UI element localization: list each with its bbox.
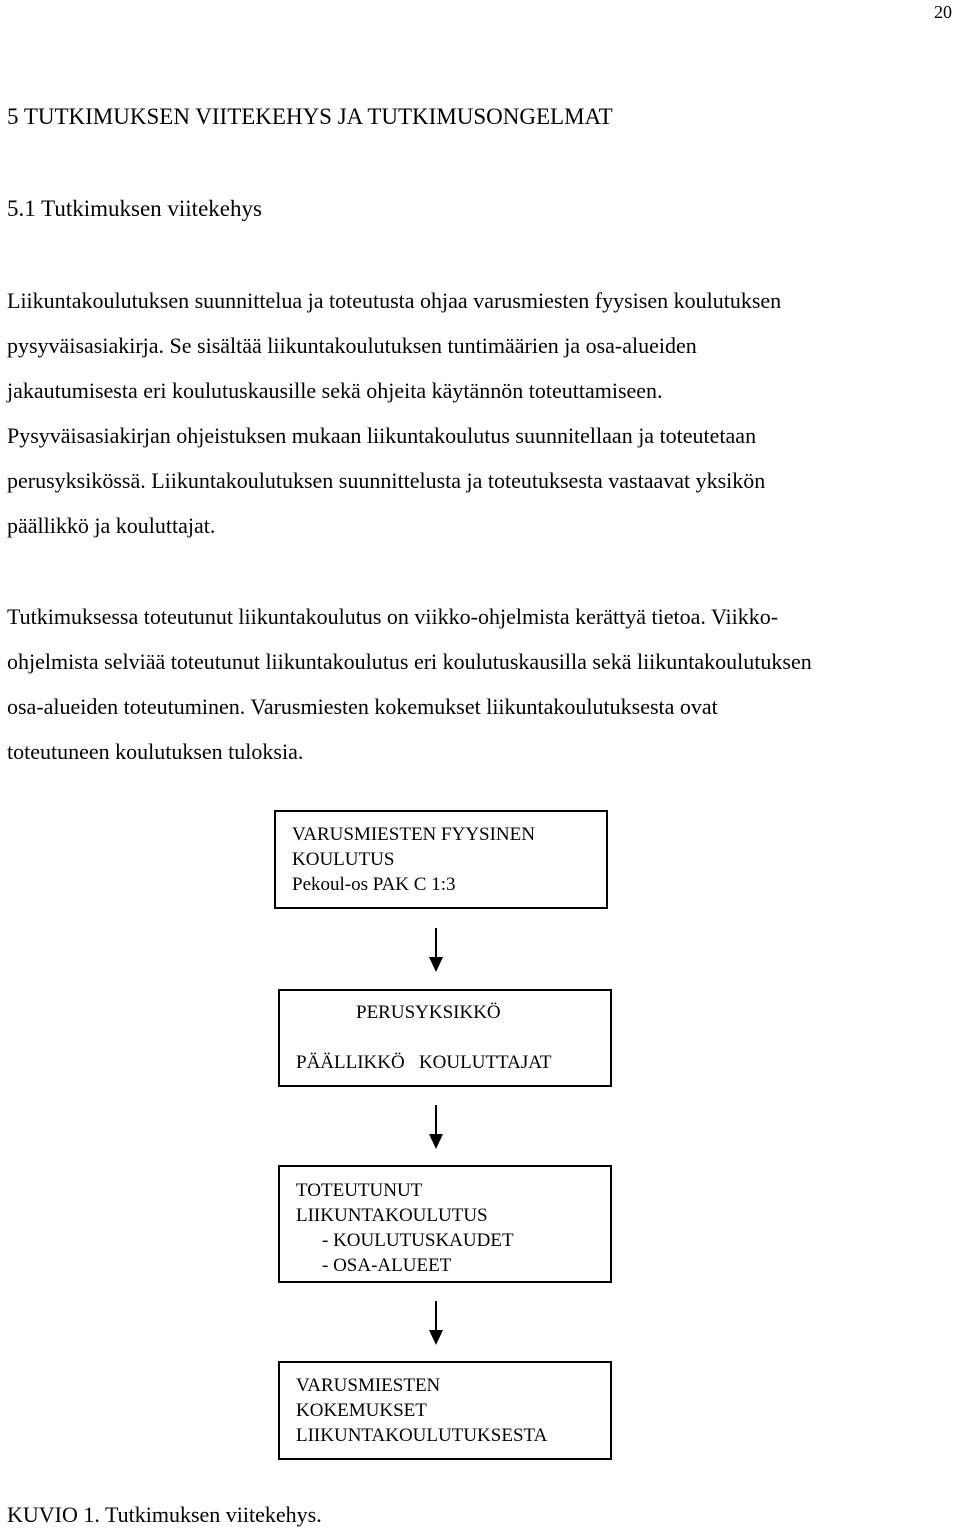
diagram-box-unit xyxy=(278,989,612,1087)
arrow-down-icon xyxy=(426,1301,446,1345)
box-line: KOKEMUKSET xyxy=(296,1400,427,1421)
paragraph-line: päällikkö ja kouluttajat. xyxy=(7,513,216,538)
paragraph-line: pysyväisasiakirja. Se sisältää liikuntakoulutuksen tuntimäärien ja osa-alueiden xyxy=(7,333,697,358)
box-line: - KOULUTUSKAUDET xyxy=(322,1230,514,1251)
paragraph-line: jakautumisesta eri koulutuskausille sekä ohjeita käytännön toteuttamiseen. xyxy=(7,378,663,403)
paragraph-line: toteutuneen koulutuksen tuloksia. xyxy=(7,739,304,764)
figure-caption: KUVIO 1. Tutkimuksen viitekehys. xyxy=(7,1502,322,1527)
paragraph-line: Liikuntakoulutuksen suunnittelua ja toteutusta ohjaa varusmiesten fyysisen koulutuksen xyxy=(7,288,782,313)
box-line: TOTEUTUNUT xyxy=(296,1180,423,1201)
page-number: 20 xyxy=(934,2,952,22)
paragraph-line: ohjelmista selviää toteutunut liikuntakoulutus eri koulutuskausilla sekä liikuntakoulutuksen xyxy=(7,649,812,674)
diagram-box-physical-training xyxy=(274,810,608,909)
box-line: PÄÄLLIKKÖ KOULUTTAJAT xyxy=(296,1052,552,1073)
paragraph-line: perusyksikössä. Liikuntakoulutuksen suunnittelusta ja toteutuksesta vastaavat yksikön xyxy=(7,468,766,493)
box-line: PERUSYKSIKKÖ xyxy=(356,1002,501,1023)
paragraph-line: osa-alueiden toteutuminen. Varusmiesten kokemukset liikuntakoulutuksesta ovat xyxy=(7,694,718,719)
box-line: VARUSMIESTEN FYYSINEN xyxy=(292,824,535,845)
diagram-box-realized-training xyxy=(278,1165,612,1283)
diagram-box-experiences xyxy=(278,1361,612,1460)
box-line: LIIKUNTAKOULUTUKSESTA xyxy=(296,1425,548,1446)
box-line: - OSA-ALUEET xyxy=(322,1255,452,1276)
paragraph-1 xyxy=(7,278,960,548)
paragraph-2 xyxy=(7,594,960,774)
arrow-down-icon xyxy=(426,1105,446,1149)
paragraph-line: Pysyväisasiakirjan ohjeistuksen mukaan liikuntakoulutus suunnitellaan ja toteutetaan xyxy=(7,423,757,448)
chapter-heading: 5 TUTKIMUKSEN VIITEKEHYS JA TUTKIMUSONGELMAT xyxy=(7,104,613,129)
box-line: Pekoul-os PAK C 1:3 xyxy=(292,874,456,895)
paragraph-line: Tutkimuksessa toteutunut liikuntakoulutus on viikko-ohjelmista kerättyä tietoa. Viikko- xyxy=(7,604,779,629)
arrow-down-icon xyxy=(426,928,446,972)
box-line: VARUSMIESTEN xyxy=(296,1375,441,1396)
box-line: KOULUTUS xyxy=(292,849,395,870)
box-line: LIIKUNTAKOULUTUS xyxy=(296,1205,488,1226)
section-heading: 5.1 Tutkimuksen viitekehys xyxy=(7,196,262,221)
